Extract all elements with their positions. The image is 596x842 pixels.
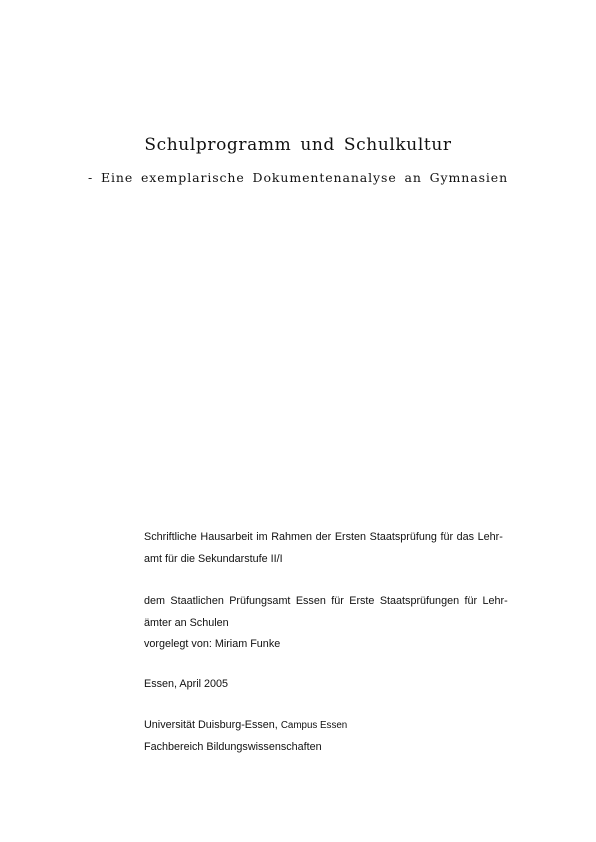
submission-line-1: dem Staatlichen Prüfungsamt Essen für Erste Staatsprüfungen für Lehr- [144,595,508,607]
presented-by: vorgelegt von: Miriam Funke [144,638,281,650]
submission-line-2: ämter an Schulen [144,616,229,629]
faculty-name: Fachbereich Bildungswissenschaften [144,740,322,753]
thesis-note-line-1: Schriftliche Hausarbeit im Rahmen der Ersten Staatsprüfung für das Lehr- [144,531,503,543]
submission-info [144,591,540,656]
campus-name: Campus Essen [280,720,348,731]
university-line [144,715,540,737]
document-subtitle: - Eine exemplarische Dokumentenanalyse an Gymnasien [87,170,509,185]
institution-block [144,715,540,758]
thesis-note-line-2: amt für die Sekundarstufe II/I [144,552,283,565]
university-name: Universität Duisburg-Essen, [144,719,278,731]
document-title: Schulprogramm und Schulkultur [144,135,452,155]
thesis-note [144,527,540,570]
place-date: Essen, April 2005 [144,678,229,690]
place-date-block [144,674,540,696]
